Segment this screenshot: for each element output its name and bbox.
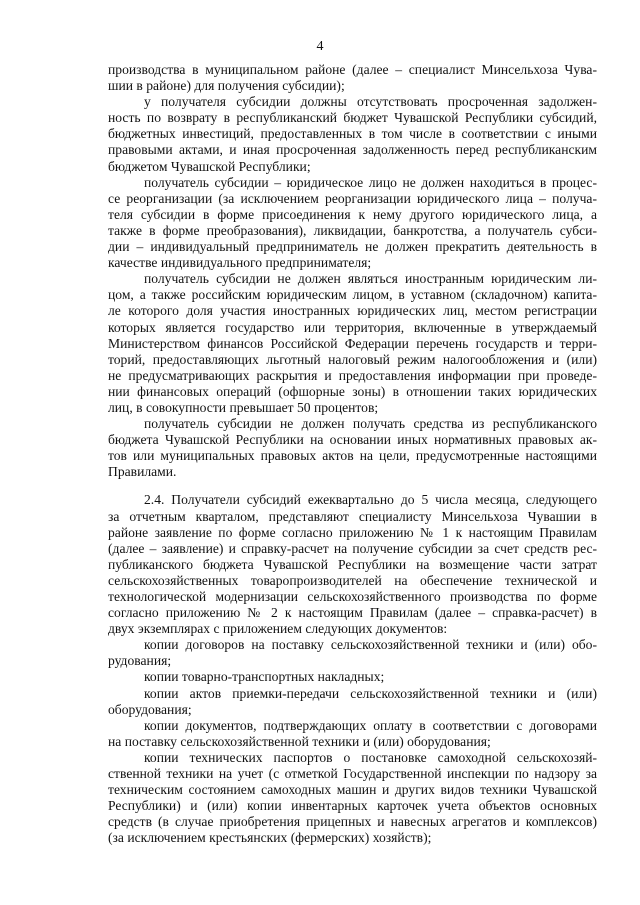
text-line: копии товарно-транспортных накладных; [144, 669, 385, 685]
text-line: Республики) и (или) копии инвентарных карточек учета объектов основных [108, 798, 597, 814]
text-line: цом, а также российским юридическим лицом, в уставном (складочном) капита- [108, 287, 597, 303]
text-line: на поставку сельскохозяйственной техники и (или) оборудования; [108, 733, 491, 749]
page-number: 4 [316, 39, 324, 54]
text-line: ность по возврату в республиканский бюджет Чувашской Республики субсидий, [108, 110, 597, 126]
text-line: качестве индивидуального предпринимателя; [108, 255, 372, 271]
text-line: бюджетных инвестиций, предоставленных в том числе в соответствии с иными [108, 126, 597, 142]
text-line: бюджета Чувашской Республики на основании иных нормативных правовых ак- [108, 432, 597, 448]
text-line: рудования; [108, 653, 172, 669]
text-line: у получателя субсидии должны отсутствовать просроченная задолжен- [144, 94, 597, 110]
text-line: Правилами. [108, 464, 177, 480]
text-line: ле которого доля участия иностранных юридических лиц, местом регистрации [108, 303, 597, 319]
text-line: публиканского бюджета Чувашской Республики на возмещение части затрат [108, 556, 597, 572]
document-body [108, 62, 597, 847]
text-line: (за исключением крестьянских (фермерских) хозяйств); [108, 830, 432, 846]
text-line: техническим состоянием самоходных машин и других видов техники Чувашской [108, 782, 597, 798]
text-line: 2.4. Получатели субсидий ежеквартально до 5 числа месяца, следующего [144, 492, 597, 508]
text-line: дии – индивидуальный предприниматель не должен прекратить деятельность в [108, 239, 597, 255]
text-line: ственной техники на учет (с отметкой Государственной инспекции по надзору за [108, 766, 597, 782]
text-line: за отчетным кварталом, представляют специалисту Минсельхоза Чувашии в [108, 508, 597, 524]
text-line: оборудования; [108, 701, 192, 717]
text-line: теля субсидии в форме присоединения к нему другого юридического лица, а [108, 206, 597, 222]
text-line: получатель субсидии не должен получать средства из республиканского [144, 416, 597, 432]
text-line: Министерством финансов Российской Федерации перечень государств и терри- [108, 335, 597, 351]
text-line: бюджетом Чувашской Республики; [108, 158, 311, 174]
text-line: также в форме преобразования), ликвидации, банкротства, а получатель субси- [108, 222, 597, 238]
text-line: производства в муниципальном районе (далее – специалист Минсельхоза Чува- [108, 62, 597, 77]
text-line: торий, предоставляющих льготный налоговый режим налогообложения и (или) [108, 351, 597, 367]
text-line: сельскохозяйственных товаропроизводителей на обеспечение технической и [108, 572, 597, 588]
text-line: (далее – заявление) и справку-расчет на получение субсидии за счет средств рес- [108, 540, 597, 556]
text-line: копии технических паспортов о постановке самоходной сельскохозяй- [144, 749, 597, 765]
text-line: се реорганизации (за исключением реорганизации юридического лица – получа- [108, 190, 597, 206]
text-line: тов или муниципальных правовых актов на цели, предусмотренные настоящими [108, 448, 597, 464]
text-line: копии договоров на поставку сельскохозяйственной техники и (или) обо- [144, 637, 597, 653]
text-line: согласно приложению № 2 к настоящим Правилам (далее – справка-расчет) в [108, 605, 597, 621]
text-line: правовыми актами, и иная просроченная задолженность перед республиканским [108, 142, 597, 158]
text-line: нии финансовых операций (офшорные зоны) в отношении таких юридических [108, 383, 597, 399]
text-line: лиц, в совокупности превышает 50 процентов; [108, 399, 379, 415]
text-line: шии в районе) для получения субсидии); [108, 78, 345, 94]
text-line: получатель субсидии – юридическое лицо не должен находиться в процес- [144, 174, 597, 190]
text-line: которых является государство или территория, включенные в утверждаемый [108, 319, 597, 335]
text-line: районе заявление по форме согласно приложению № 1 к настоящим Правилам [108, 524, 597, 540]
text-line: средств (в случае приобретения прицепных и навесных агрегатов и комплексов) [108, 814, 597, 830]
text-line: получатель субсидии не должен являться иностранным юридическим ли- [144, 271, 597, 287]
paragraph-gap [108, 480, 597, 492]
text-line: не предусматривающих раскрытия и предоставления информации при проведе- [108, 367, 597, 383]
text-line: технологической модернизации сельскохозяйственного производства по форме [108, 589, 597, 604]
text-line: двух экземплярах с приложением следующих документов: [108, 621, 448, 637]
text-line: копии актов приемки-передачи сельскохозяйственной техники и (или) [144, 685, 597, 701]
text-line: копии документов, подтверждающих оплату в соответствии с договорами [144, 717, 597, 733]
